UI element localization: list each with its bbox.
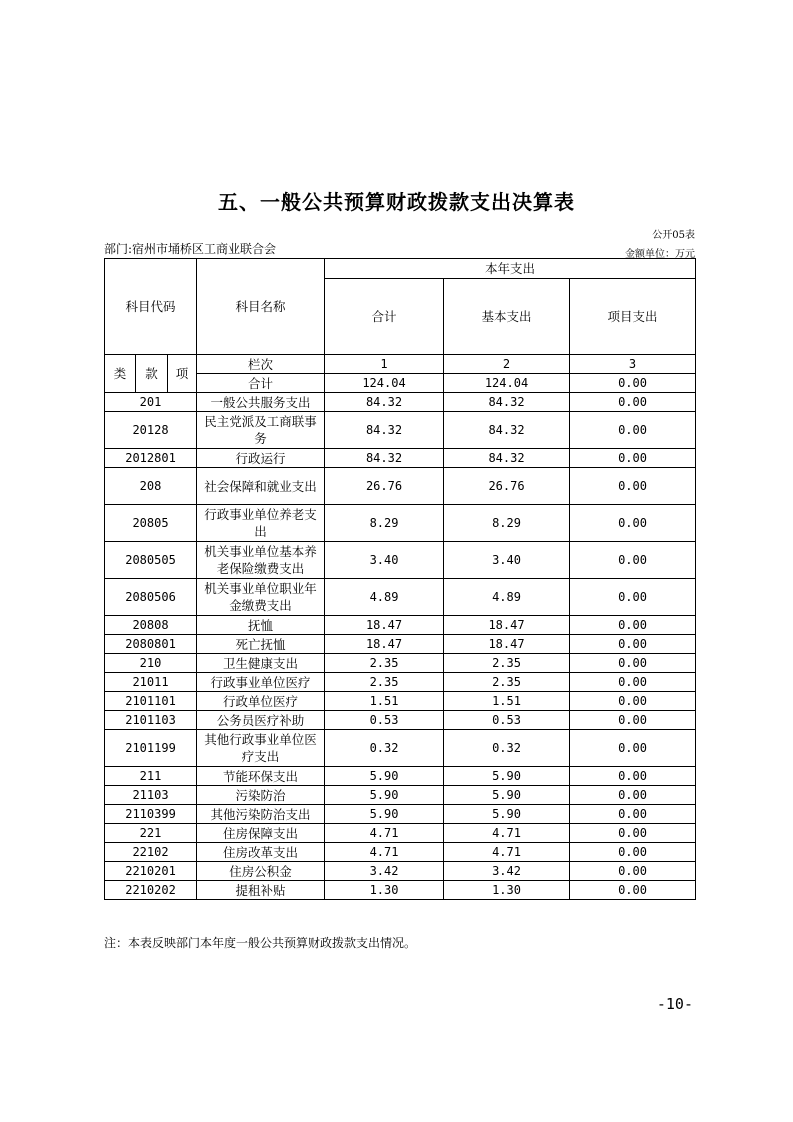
row-project: 0.00 <box>570 654 696 673</box>
header-cat: 类 <box>105 355 136 393</box>
row-name: 机关事业单位基本养老保险缴费支出 <box>197 542 325 579</box>
row-project: 0.00 <box>570 673 696 692</box>
row-project: 0.00 <box>570 449 696 468</box>
row-code: 2012801 <box>105 449 197 468</box>
header-col1: 1 <box>325 355 444 374</box>
row-name: 住房改革支出 <box>197 843 325 862</box>
row-project: 0.00 <box>570 635 696 654</box>
table-row <box>105 767 696 786</box>
row-basic: 84.32 <box>444 412 570 449</box>
header-row-1 <box>105 259 696 279</box>
row-project: 0.00 <box>570 468 696 505</box>
table-note: 注：本表反映部门本年度一般公共预算财政拨款支出情况。 <box>104 936 417 950</box>
header-col-label: 栏次 <box>197 355 325 374</box>
row-basic: 0.32 <box>444 730 570 767</box>
row-total: 4.71 <box>325 843 444 862</box>
row-total: 5.90 <box>325 767 444 786</box>
row-total: 26.76 <box>325 468 444 505</box>
row-total: 2.35 <box>325 673 444 692</box>
row-project: 0.00 <box>570 786 696 805</box>
row-name: 行政事业单位医疗 <box>197 673 325 692</box>
row-basic: 0.53 <box>444 711 570 730</box>
row-name: 其他行政事业单位医疗支出 <box>197 730 325 767</box>
table-row <box>105 881 696 900</box>
table-row <box>105 579 696 616</box>
row-name: 社会保障和就业支出 <box>197 468 325 505</box>
row-project: 0.00 <box>570 412 696 449</box>
row-total: 5.90 <box>325 805 444 824</box>
row-project: 0.00 <box>570 881 696 900</box>
table-row <box>105 805 696 824</box>
row-name: 节能环保支出 <box>197 767 325 786</box>
table-row <box>105 843 696 862</box>
row-total: 18.47 <box>325 616 444 635</box>
header-name: 科目名称 <box>197 259 325 355</box>
row-total: 0.32 <box>325 730 444 767</box>
total-basic: 124.04 <box>444 374 570 393</box>
row-total: 3.40 <box>325 542 444 579</box>
total-label: 合计 <box>197 374 325 393</box>
row-total: 5.90 <box>325 786 444 805</box>
table-row <box>105 542 696 579</box>
column-number-row <box>105 355 696 374</box>
row-project: 0.00 <box>570 862 696 881</box>
row-project: 0.00 <box>570 505 696 542</box>
table-row <box>105 468 696 505</box>
row-project: 0.00 <box>570 730 696 767</box>
row-code: 2110399 <box>105 805 197 824</box>
total-total: 124.04 <box>325 374 444 393</box>
row-basic: 2.35 <box>444 654 570 673</box>
row-code: 210 <box>105 654 197 673</box>
row-name: 抚恤 <box>197 616 325 635</box>
row-name: 民主党派及工商联事务 <box>197 412 325 449</box>
row-name: 卫生健康支出 <box>197 654 325 673</box>
row-total: 8.29 <box>325 505 444 542</box>
page-title: 五、一般公共预算财政拨款支出决算表 <box>218 190 575 214</box>
row-basic: 3.40 <box>444 542 570 579</box>
row-name: 公务员医疗补助 <box>197 711 325 730</box>
table-row <box>105 673 696 692</box>
table-row <box>105 692 696 711</box>
row-code: 2080801 <box>105 635 197 654</box>
row-code: 221 <box>105 824 197 843</box>
row-code: 2210201 <box>105 862 197 881</box>
row-total: 4.89 <box>325 579 444 616</box>
budget-table <box>104 258 696 900</box>
row-code: 201 <box>105 393 197 412</box>
header-project: 项目支出 <box>570 279 696 355</box>
row-code: 21011 <box>105 673 197 692</box>
row-total: 3.42 <box>325 862 444 881</box>
row-name: 住房保障支出 <box>197 824 325 843</box>
row-code: 2101199 <box>105 730 197 767</box>
header-xiang: 项 <box>168 355 197 393</box>
total-project: 0.00 <box>570 374 696 393</box>
row-code: 21103 <box>105 786 197 805</box>
table-row <box>105 505 696 542</box>
table-row <box>105 786 696 805</box>
row-project: 0.00 <box>570 711 696 730</box>
table-row <box>105 730 696 767</box>
header-code: 科目代码 <box>105 259 197 355</box>
header-kuan: 款 <box>136 355 168 393</box>
table-row <box>105 393 696 412</box>
header-total: 合计 <box>325 279 444 355</box>
header-col2: 2 <box>444 355 570 374</box>
table-row <box>105 635 696 654</box>
row-basic: 4.89 <box>444 579 570 616</box>
page-number: -10- <box>656 995 693 1013</box>
row-name: 机关事业单位职业年金缴费支出 <box>197 579 325 616</box>
row-name: 污染防治 <box>197 786 325 805</box>
row-basic: 5.90 <box>444 767 570 786</box>
row-basic: 18.47 <box>444 635 570 654</box>
row-total: 1.51 <box>325 692 444 711</box>
row-name: 一般公共服务支出 <box>197 393 325 412</box>
row-name: 其他污染防治支出 <box>197 805 325 824</box>
row-code: 20805 <box>105 505 197 542</box>
row-project: 0.00 <box>570 393 696 412</box>
row-total: 1.30 <box>325 881 444 900</box>
row-code: 2101103 <box>105 711 197 730</box>
row-project: 0.00 <box>570 542 696 579</box>
row-basic: 5.90 <box>444 786 570 805</box>
row-basic: 4.71 <box>444 824 570 843</box>
row-basic: 26.76 <box>444 468 570 505</box>
row-basic: 8.29 <box>444 505 570 542</box>
row-project: 0.00 <box>570 767 696 786</box>
row-name: 行政事业单位养老支出 <box>197 505 325 542</box>
form-number: 公开05表 <box>652 230 695 241</box>
row-basic: 84.32 <box>444 449 570 468</box>
row-project: 0.00 <box>570 616 696 635</box>
row-basic: 5.90 <box>444 805 570 824</box>
row-project: 0.00 <box>570 824 696 843</box>
row-code: 2210202 <box>105 881 197 900</box>
row-code: 211 <box>105 767 197 786</box>
row-name: 死亡抚恤 <box>197 635 325 654</box>
row-basic: 2.35 <box>444 673 570 692</box>
row-total: 0.53 <box>325 711 444 730</box>
row-code: 208 <box>105 468 197 505</box>
row-basic: 84.32 <box>444 393 570 412</box>
row-code: 2080505 <box>105 542 197 579</box>
row-name: 住房公积金 <box>197 862 325 881</box>
row-name: 行政单位医疗 <box>197 692 325 711</box>
table-row <box>105 449 696 468</box>
row-project: 0.00 <box>570 843 696 862</box>
row-code: 20808 <box>105 616 197 635</box>
table-row <box>105 862 696 881</box>
row-total: 4.71 <box>325 824 444 843</box>
row-project: 0.00 <box>570 805 696 824</box>
row-basic: 18.47 <box>444 616 570 635</box>
amount-unit-label: 金额单位：万元 <box>625 249 695 260</box>
header-current-year: 本年支出 <box>325 259 696 279</box>
row-basic: 3.42 <box>444 862 570 881</box>
header-basic: 基本支出 <box>444 279 570 355</box>
row-code: 2080506 <box>105 579 197 616</box>
row-basic: 4.71 <box>444 843 570 862</box>
header-col3: 3 <box>570 355 696 374</box>
row-name: 行政运行 <box>197 449 325 468</box>
table-row <box>105 654 696 673</box>
table-row <box>105 616 696 635</box>
table-row <box>105 711 696 730</box>
row-code: 2101101 <box>105 692 197 711</box>
row-basic: 1.30 <box>444 881 570 900</box>
row-total: 84.32 <box>325 393 444 412</box>
table-row <box>105 824 696 843</box>
row-total: 84.32 <box>325 449 444 468</box>
row-name: 提租补贴 <box>197 881 325 900</box>
row-total: 2.35 <box>325 654 444 673</box>
row-total: 84.32 <box>325 412 444 449</box>
row-code: 20128 <box>105 412 197 449</box>
row-total: 18.47 <box>325 635 444 654</box>
row-code: 22102 <box>105 843 197 862</box>
department-label: 部门:宿州市埇桥区工商业联合会 <box>104 242 277 256</box>
row-project: 0.00 <box>570 579 696 616</box>
row-project: 0.00 <box>570 692 696 711</box>
table-row <box>105 412 696 449</box>
row-basic: 1.51 <box>444 692 570 711</box>
